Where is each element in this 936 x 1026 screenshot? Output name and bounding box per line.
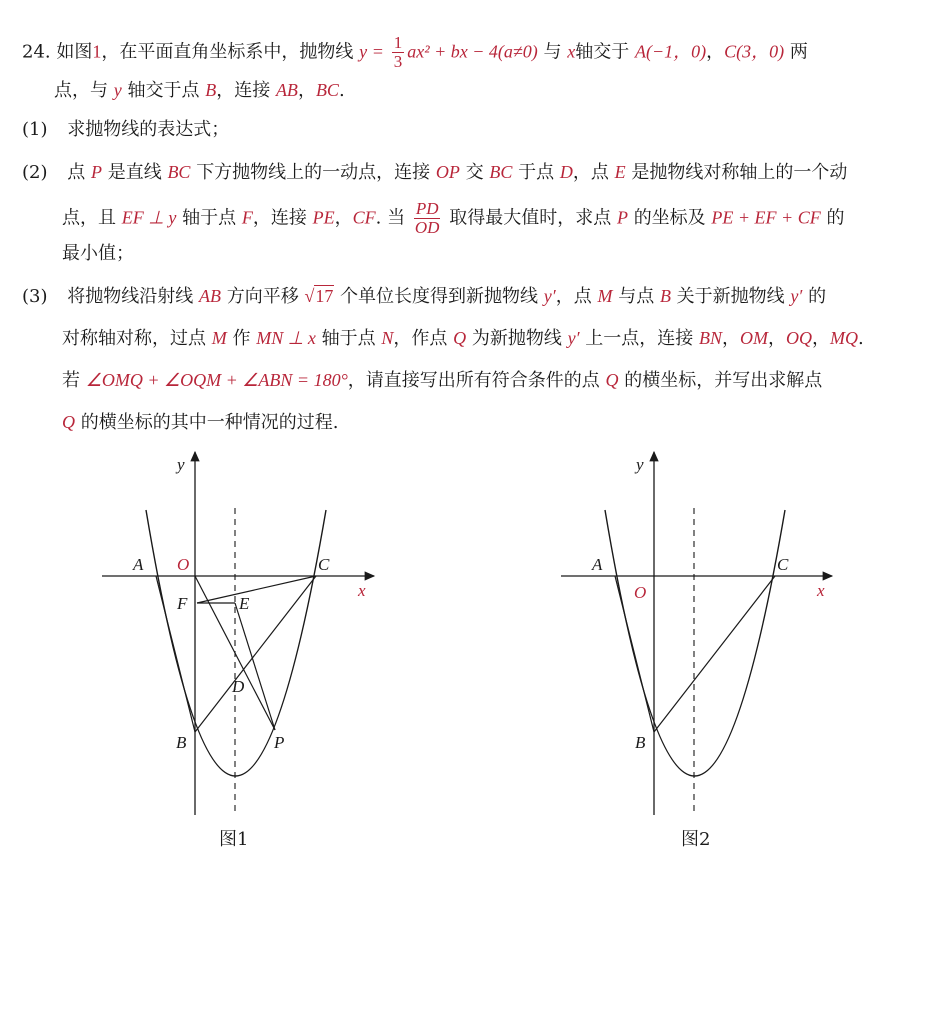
- part-3-line-4: Q 的横坐标的其中一种情况的过程.: [62, 412, 339, 433]
- problem-line-2: 点，与 y 轴交于点 B，连接 AB，BC.: [54, 80, 345, 101]
- fig2-label-x: x: [817, 581, 825, 600]
- fig2-label-B: B: [635, 733, 646, 752]
- fig2-label-O: O: [634, 583, 647, 602]
- part-2-line-2: 点，且 EF ⊥ y 轴于点 F，连接 PE，CF. 当 $\frac{PD}{OD}$ 取得最大值时，求点 P 的坐标及 PE + EF + CF 的: [62, 199, 845, 237]
- fig1-label-x: x: [358, 581, 366, 600]
- part-1-text: 求抛物线的表达式；: [67, 119, 230, 140]
- fig1-label-A: A: [133, 555, 144, 574]
- fig2-segment-BC: [654, 576, 775, 732]
- fig2-label-y: y: [636, 455, 644, 474]
- problem-line-1: 24. 如图1，在平面直角坐标系中，抛物线 y = $\frac{1}{3}$ ax² + bx − 4(a≠0) 与 x轴交于 A(−1，0)，C(3，0) 两: [22, 33, 808, 71]
- part-3-label: (3): [22, 286, 48, 307]
- fraction-PD-OD: $\frac{PD}{OD}$: [414, 199, 440, 237]
- part-2-label: (2): [22, 162, 48, 183]
- point-C-coords: C(3，0): [724, 41, 785, 62]
- part-2-line-1: (2) 点 P 是直线 BC 下方抛物线上的一动点，连接 OP 交 BC 于点 D，点 E 是抛物线对称轴上的一个动: [22, 162, 848, 183]
- fig1-segment-AB: [156, 576, 195, 732]
- fig1-label-P: P: [274, 733, 285, 752]
- fig2-caption: 图2: [681, 829, 711, 850]
- fig1-label-D: D: [232, 677, 245, 696]
- fig2-label-A: A: [592, 555, 603, 574]
- part-3-line-1: (3) 将抛物线沿射线 AB 方向平移 √17 个单位长度得到新抛物线 y′，点 M 与点 B 关于新抛物线 y′ 的: [22, 286, 827, 307]
- point-A-coords: A(−1，0): [634, 41, 707, 62]
- part-3-line-2: 对称轴对称，过点 M 作 MN ⊥ x 轴于点 N，作点 Q 为新抛物线 y′ 上一点，连接 BN，OM，OQ，MQ.: [62, 328, 864, 349]
- fig2-label-C: C: [777, 555, 789, 574]
- parabola-equation: ax² + bx − 4(a≠0): [407, 41, 538, 62]
- part-3-line-3: 若 ∠OMQ + ∠OQM + ∠ABN = 180°，请直接写出所有符合条件的点 Q 的横坐标，并写出求解点: [62, 370, 823, 391]
- sqrt-17: √17: [304, 286, 334, 306]
- fig1-segment-PE: [235, 603, 275, 730]
- part-1-label: (1): [22, 119, 48, 140]
- fig1-label-C: C: [318, 555, 330, 574]
- fig1-label-y: y: [177, 455, 185, 474]
- figure-reference: 1: [92, 41, 102, 62]
- fig1-label-B: B: [176, 733, 187, 752]
- expression-sum: PE + EF + CF: [711, 207, 821, 228]
- fig1-label-O: O: [177, 555, 190, 574]
- angle-condition: ∠OMQ + ∠OQM + ∠ABN = 180°: [85, 370, 348, 390]
- problem-number: 24.: [22, 41, 51, 63]
- fig1-caption: 图1: [219, 829, 249, 850]
- part-2-line-3: 最小值；: [62, 243, 134, 264]
- fig1-label-F: F: [177, 594, 188, 613]
- fig1-label-E: E: [239, 594, 250, 613]
- fraction-one-third: $\frac{1}{3}$: [393, 33, 403, 71]
